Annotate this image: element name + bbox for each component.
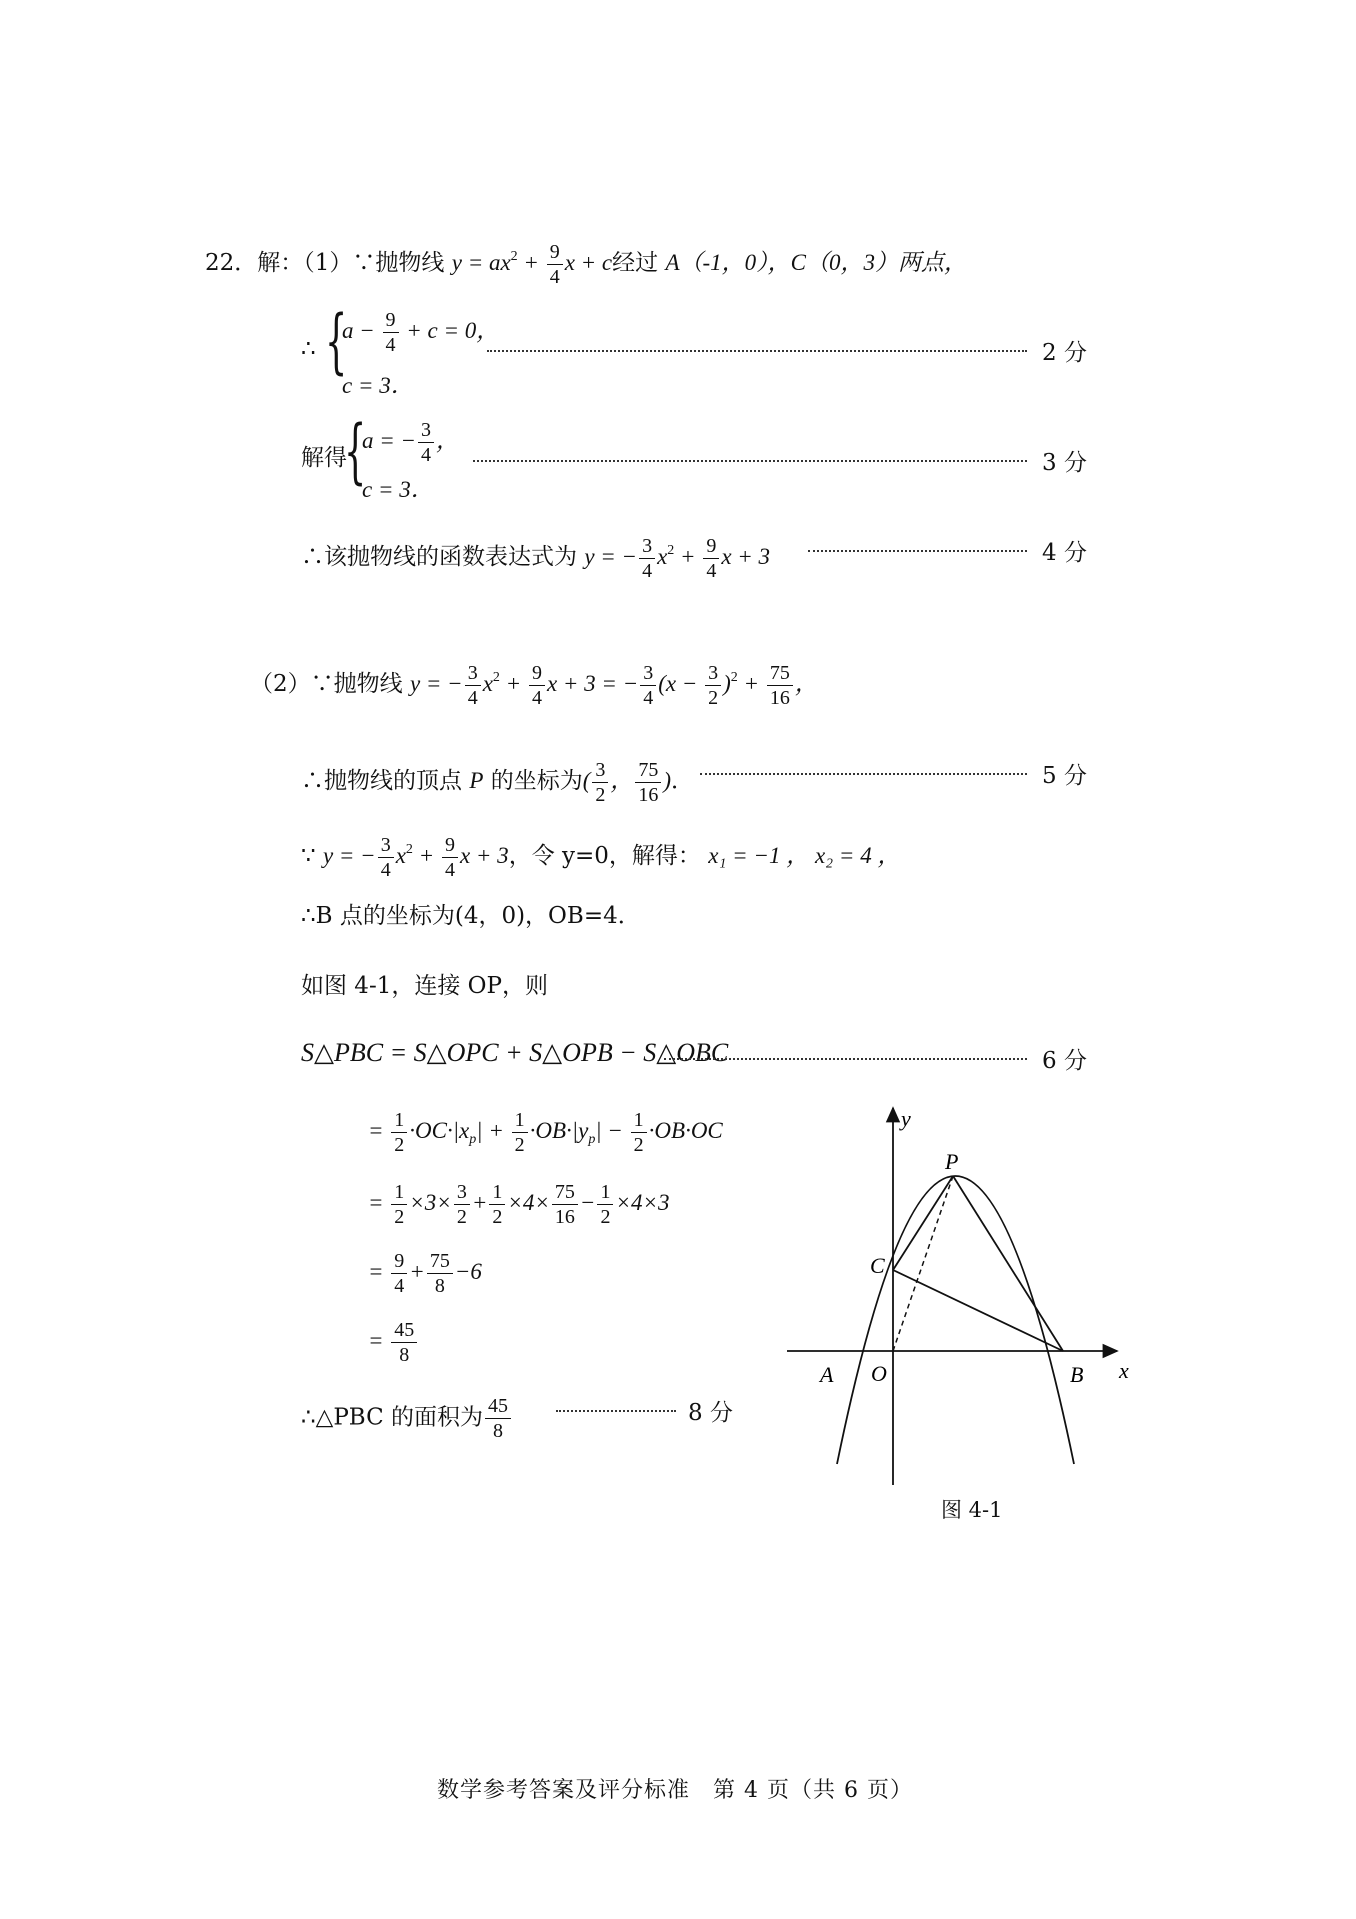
point-a-coord: A（-1，0）， bbox=[665, 249, 791, 275]
parabola-expression: y = − $\frac{3}{4}$ $x^2$ + $\frac{9}{4}$ x + 3 bbox=[584, 535, 771, 582]
therefore-symbol: ∴ bbox=[301, 336, 316, 362]
left-brace: { bbox=[325, 300, 348, 382]
label-p: P bbox=[945, 1149, 959, 1174]
vertex-text-mid: 的坐标为 bbox=[490, 767, 583, 794]
score-5: 5 分 bbox=[1042, 763, 1087, 789]
because-symbol: ∵ bbox=[301, 842, 316, 869]
area-step-2: = $\frac{1}{2}$ ×3× $\frac{3}{2}$ + $\frac{1}{2}$ ×4× $\frac{75}{16}$ − $\frac{1}{2}$ ×4×3 bbox=[368, 1181, 670, 1228]
part1-conclusion bbox=[301, 534, 770, 583]
label-a: A bbox=[820, 1362, 834, 1387]
vertex-text-pre: ∴抛物线的顶点 bbox=[301, 767, 462, 794]
vertex-form-formula: y = − $\frac{3}{4}$ $x^2$ + $\frac{9}{4}$ x + 3 = − $\frac{3}{4}$ (x − $\frac{3}{2}$ )$^2$ + $\frac{75}{16}$ ， bbox=[409, 662, 818, 709]
area-result-line: ∴△PBC 的面积为 $\frac{45}{8}$ bbox=[301, 1394, 513, 1443]
score-8: 8 分 bbox=[688, 1400, 733, 1426]
area-step-4: = $\frac{45}{8}$ bbox=[368, 1318, 419, 1367]
dotted-leader bbox=[664, 1058, 1027, 1060]
dotted-leader bbox=[473, 460, 1027, 462]
area-equation: S△PBC = S△OPC + S△OPB − S△OBC bbox=[301, 1038, 729, 1067]
area-step-3: = $\frac{9}{4}$ + $\frac{75}{8}$ −6 bbox=[368, 1250, 482, 1297]
system1-eq2: c = 3． bbox=[342, 373, 414, 398]
vertex-p-label: P bbox=[469, 767, 484, 793]
dotted-leader bbox=[808, 550, 1027, 552]
vertex-line: ∴抛物线的顶点 P 的坐标为( $\frac{3}{2}$ ， $\frac{75}{16}$ )． bbox=[301, 759, 695, 806]
label-x: x bbox=[1119, 1358, 1129, 1383]
score-6: 6 分 bbox=[1042, 1048, 1087, 1074]
q22-line1 bbox=[205, 240, 967, 289]
part1-text-pre: ∵抛物线 bbox=[352, 249, 445, 276]
segment-op-dashed bbox=[893, 1176, 953, 1351]
system1-eq1-tail: + c = 0， bbox=[406, 317, 500, 343]
solution-a-prefix: a = − bbox=[362, 427, 417, 453]
page-footer: 数学参考答案及评分标准 第 4 页（共 6 页） bbox=[437, 1778, 913, 1803]
dotted-leader bbox=[487, 350, 1027, 352]
vertex-coordinate: ( $\frac{3}{2}$ ， $\frac{75}{16}$ ) bbox=[582, 759, 672, 806]
score-2: 2 分 bbox=[1042, 340, 1087, 366]
q22-number: 22．解： bbox=[205, 249, 304, 276]
point-b-line: ∴B 点的坐标为(4，0)，OB=4． bbox=[301, 903, 641, 929]
roots-line bbox=[301, 833, 900, 882]
score-4: 4 分 bbox=[1042, 540, 1087, 566]
segment-cp bbox=[893, 1176, 953, 1270]
label-o: O bbox=[871, 1361, 887, 1386]
area-result-text: ∴△PBC 的面积为 bbox=[301, 1404, 484, 1431]
left-brace: { bbox=[344, 410, 367, 492]
label-y: y bbox=[901, 1106, 911, 1131]
label-b: B bbox=[1070, 1362, 1084, 1387]
conclusion-text: ∴该抛物线的函数表达式为 bbox=[301, 543, 577, 570]
let-y-text: ，令 y=0，解得： bbox=[508, 842, 701, 869]
part2-line1 bbox=[250, 661, 818, 710]
system2-eq1: a = − $\frac{3}{4}$ ， bbox=[362, 419, 460, 466]
figure-reference: 如图 4-1，连接 OP，则 bbox=[301, 973, 548, 999]
solve-label: 解得 bbox=[301, 445, 347, 471]
area-step-1: = $\frac{1}{2}$ $\cdot OC\cdot|x_p|$ + $\frac{1}{2}$ $\cdot OB\cdot|y_p|$ − $\frac{1}{2}$ ·OB·OC bbox=[368, 1109, 723, 1156]
label-c: C bbox=[870, 1253, 885, 1278]
parabola-general-formula: $y = ax^2$ + $\frac{9}{4}$ x + c bbox=[451, 241, 613, 288]
system2-eq2: c = 3． bbox=[362, 477, 434, 502]
dotted-leader bbox=[556, 1410, 676, 1412]
figure-4-1 bbox=[780, 1100, 1160, 1490]
part2-text-pre: ∵抛物线 bbox=[310, 670, 403, 697]
part2-label: （2） bbox=[250, 670, 311, 697]
point-c-coord: C（0，3）两点， bbox=[790, 249, 968, 275]
part1-label: （1） bbox=[303, 249, 353, 276]
roots-formula: y = − $\frac{3}{4}$ $x^2$ + $\frac{9}{4}$ x + 3 bbox=[322, 834, 509, 881]
roots-values: x₁ = −1 ， x₂ = 4 ， bbox=[708, 842, 901, 868]
parabola-curve bbox=[837, 1176, 1074, 1464]
dotted-leader bbox=[700, 773, 1027, 775]
part1-text-post: 经过 bbox=[612, 249, 659, 276]
figure-caption: 图 4-1 bbox=[941, 1498, 1003, 1522]
system1-eq1: a − $\frac{9}{4}$ + c = 0， bbox=[342, 309, 500, 356]
score-3: 3 分 bbox=[1042, 450, 1087, 476]
